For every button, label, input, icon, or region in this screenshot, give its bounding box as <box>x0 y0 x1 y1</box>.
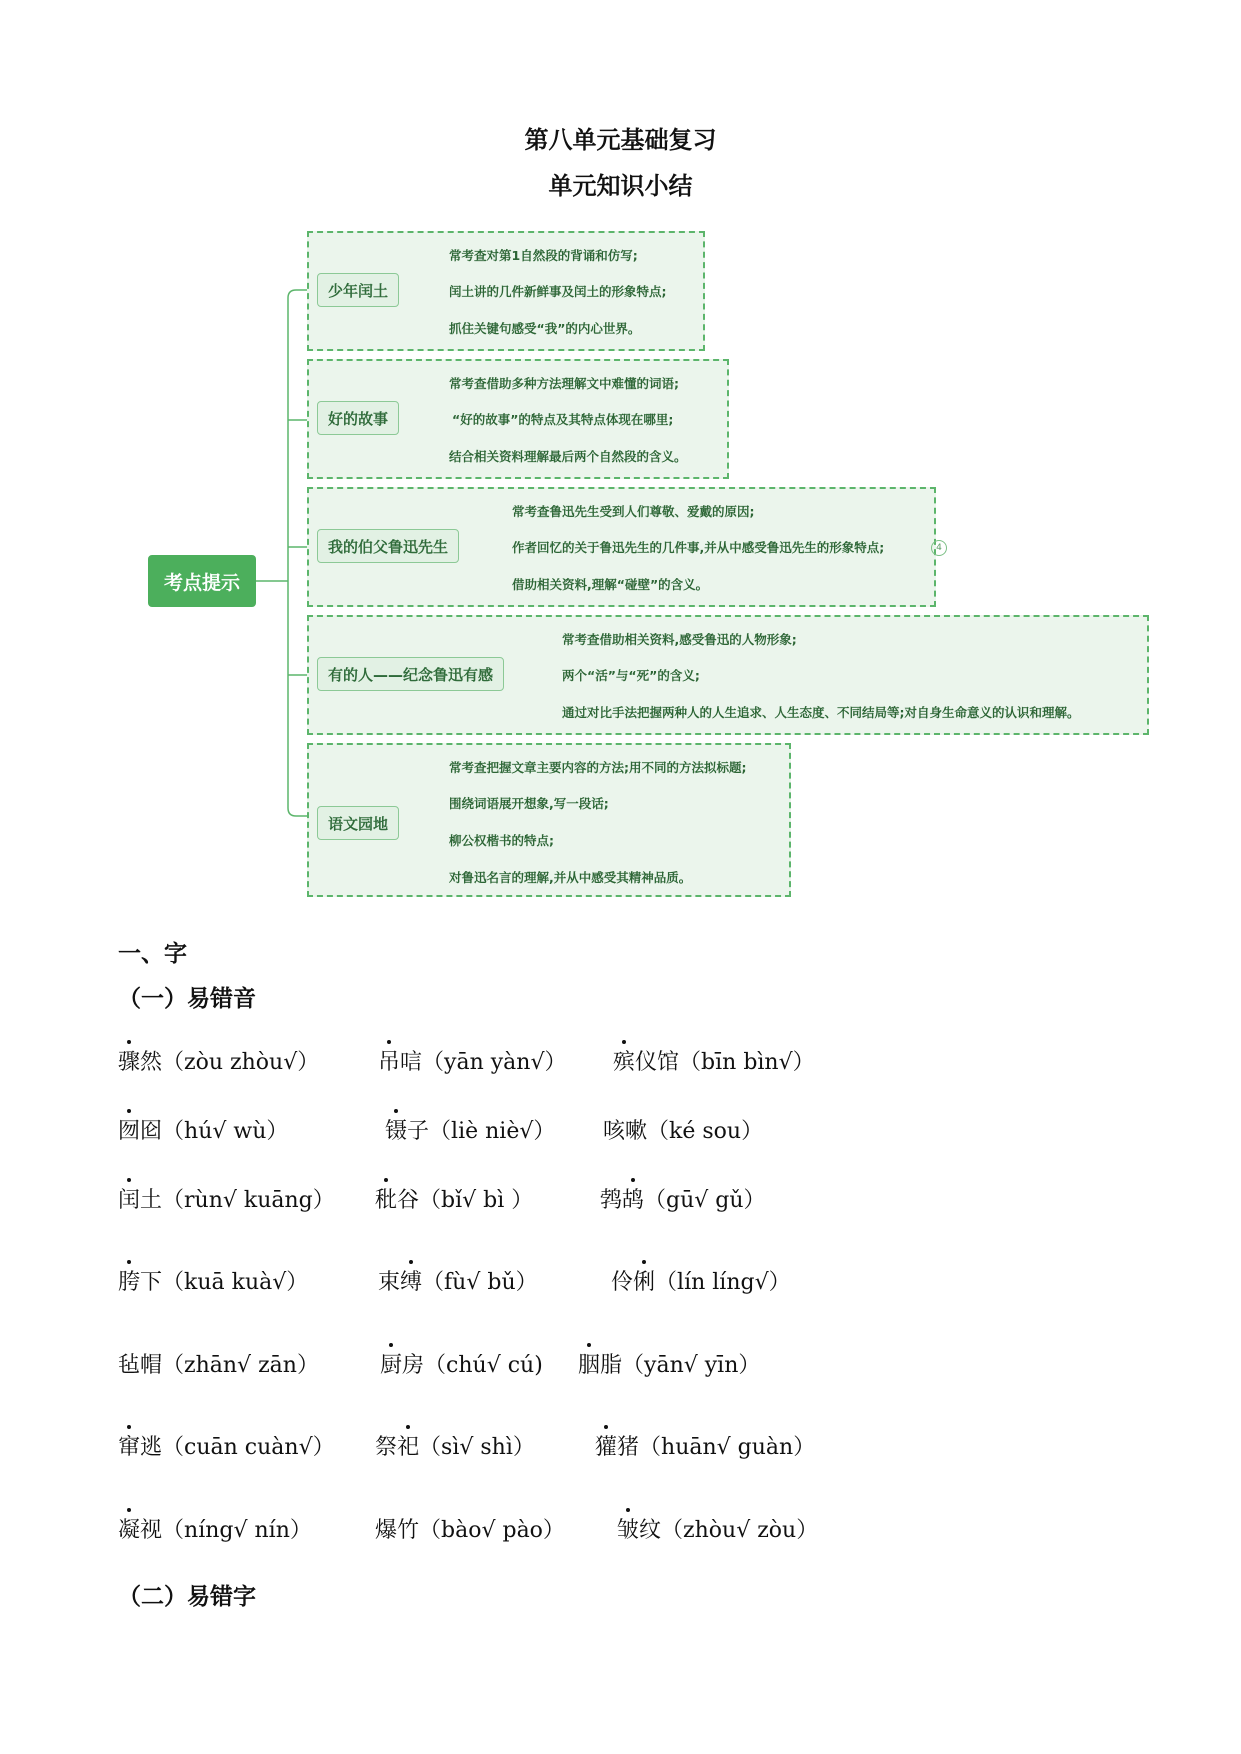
word-item: 凝视（níng√ nín） <box>118 1513 312 1544</box>
page-title: 第八单元基础复习 <box>524 126 717 154</box>
word-item: 鹁鸪（gū√ gǔ） <box>600 1183 766 1214</box>
subsection-yicuozi: （二）易错字 <box>118 1584 256 1610</box>
word-item: 窜逃（cuān cuàn√） <box>118 1430 335 1461</box>
word-item: 爆竹（bào√ pào） <box>375 1518 565 1543</box>
mindmap-group-4 <box>307 615 1149 735</box>
word-item: 獾猪（huān√ guàn） <box>595 1430 815 1461</box>
page-subtitle: 单元知识小结 <box>548 172 693 200</box>
leaf-4-1: 常考查借助相关资料,感受鲁迅的人物形象; <box>562 632 797 647</box>
mindmap-group-2 <box>307 359 729 479</box>
leaf-5-1: 常考查把握文章主要内容的方法;用不同的方法拟标题; <box>449 760 747 775</box>
word-item: 皱纹（zhòu√ zòu） <box>617 1513 818 1544</box>
leaf-1-2: 闰土讲的几件新鲜事及闰土的形象特点; <box>449 284 667 299</box>
word-item: 胯下（kuā kuà√） <box>118 1265 308 1296</box>
leaf-1-3: 抓住关键句感受“我”的内心世界。 <box>449 321 641 336</box>
word-item: 囫囵（hú√ wù） <box>118 1114 288 1145</box>
word-item: 镊子（liè niè√） <box>385 1114 555 1145</box>
word-item: 殡仪馆（bīn bìn√） <box>613 1045 815 1076</box>
word-item: 伶俐（lín líng√） <box>611 1265 791 1296</box>
subsection-yicuoyin: （一）易错音 <box>118 986 256 1012</box>
topic-yuwen-yuandi: 语文园地 <box>317 806 399 840</box>
leaf-3-3: 借助相关资料,理解“碰壁”的含义。 <box>512 577 709 592</box>
topic-wode-bofu: 我的伯父鲁迅先生 <box>317 529 459 563</box>
mindmap-group-5 <box>307 743 791 897</box>
mindmap-group-1 <box>307 231 705 351</box>
leaf-5-3: 柳公权楷书的特点; <box>449 833 554 848</box>
word-item: 骤然（zòu zhòu√） <box>118 1045 319 1076</box>
word-item: 束缚（fù√ bǔ） <box>378 1265 538 1296</box>
word-item: 胭脂（yān√ yīn） <box>578 1348 760 1379</box>
topic-youde-ren: 有的人——纪念鲁迅有感 <box>317 657 504 691</box>
word-item: 吊唁（yān yàn√） <box>378 1045 566 1076</box>
word-item: 毡帽（zhān√ zān） <box>118 1353 319 1378</box>
word-item: 祭祀（sì√ shì） <box>375 1430 535 1461</box>
topic-shaonian-runtu: 少年闰土 <box>317 273 399 307</box>
word-item: 闰土（rùn√ kuāng） <box>118 1183 335 1214</box>
topic-hao-de-gushi: 好的故事 <box>317 401 399 435</box>
leaf-1-1: 常考查对第1自然段的背诵和仿写; <box>449 248 638 263</box>
mindmap-root: 考点提示 <box>148 555 256 607</box>
word-item: 秕谷（bǐ√ bì ） <box>375 1183 533 1214</box>
note-badge[interactable]: 4 <box>931 540 947 556</box>
leaf-4-2: 两个“活”与“死”的含义; <box>562 668 700 683</box>
word-item: 厨房（chú√ cú) <box>380 1348 543 1379</box>
leaf-4-3: 通过对比手法把握两种人的人生追求、人生态度、不同结局等;对自身生命意义的认识和理解。 <box>562 705 1080 720</box>
leaf-2-1: 常考查借助多种方法理解文中难懂的词语; <box>449 376 679 391</box>
leaf-2-2: “好的故事”的特点及其特点体现在哪里; <box>452 412 674 427</box>
leaf-3-2: 作者回忆的关于鲁迅先生的几件事,并从中感受鲁迅先生的形象特点; <box>512 540 885 555</box>
leaf-5-2: 围绕词语展开想象,写一段话; <box>449 796 609 811</box>
mindmap-group-3 <box>307 487 942 607</box>
leaf-3-1: 常考查鲁迅先生受到人们尊敬、爱戴的原因; <box>512 504 755 519</box>
leaf-5-4: 对鲁迅名言的理解,并从中感受其精神品质。 <box>449 870 692 885</box>
section-heading-zi: 一、字 <box>118 941 187 967</box>
leaf-2-3: 结合相关资料理解最后两个自然段的含义。 <box>449 449 687 464</box>
word-item: 咳嗽（ké sou） <box>603 1119 764 1144</box>
